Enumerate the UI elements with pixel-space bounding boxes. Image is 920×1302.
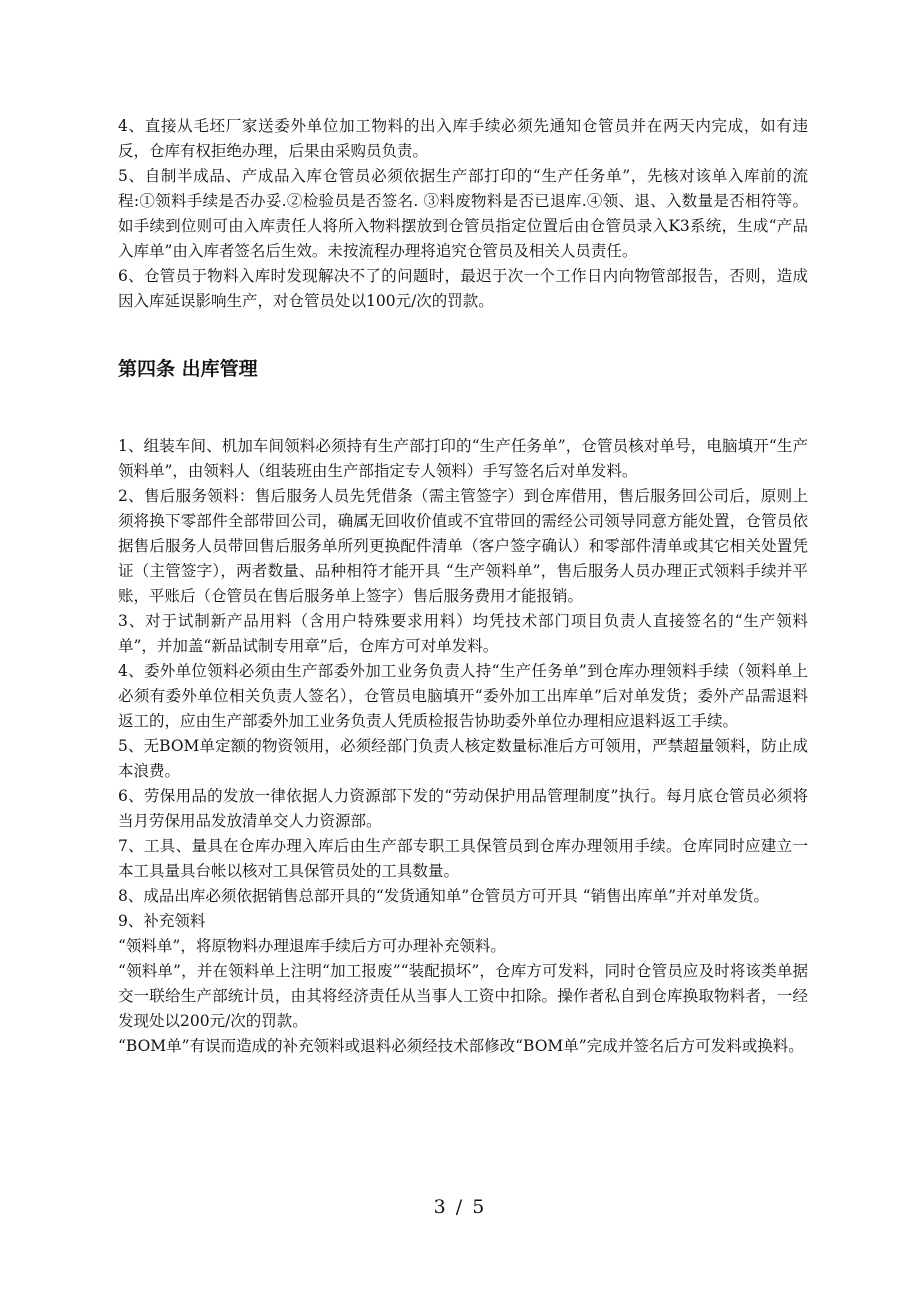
paragraph-4-outbound: 4、委外单位领料必须由生产部委外加工业务负责人持“生产任务单”到仓库办理领料手续（领料单上必须有委外单位相关负责人签名），仓管员电脑填开“委外加工出库单”后对单发货；委外产品需退料返工的，应由生产部委外加工业务负责人凭质检报告协助委外单位办理相应退料返工手续。 [118,662,808,730]
paragraph-supplement-a: “领料单”，将原物料办理退库手续后方可办理补充领料。 [118,937,506,955]
paragraph-3-outbound: 3、对于试制新产品用料（含用户特殊要求用料）均凭技术部门项目负责人直接签名的“生产领料单”，并加盖“新品试制专用章”后，仓库方可对单发料。 [118,612,808,655]
paragraph-7-outbound: 7、工具、量具在仓库办理入库后由生产部专职工具保管员到仓库办理领用手续。仓库同时应建立一本工具量具台帐以核对工具保管员处的工具数量。 [118,837,808,880]
paragraph-9-outbound: 9、补充领料 [118,912,206,930]
paragraph-5-outbound: 5、无BOM单定额的物资领用，必须经部门负责人核定数量标准后方可领用，严禁超量领料，防止成本浪费。 [118,737,808,780]
paragraph-5-inbound: 5、自制半成品、产成品入库仓管员必须依据生产部打印的“生产任务单”，先核对该单入库前的流程:①领料手续是否办妥.②检验员是否签名. ③料废物料是否已退库.④领、退、入数量是否相符等。如手续到位则可由入库责任人将所入物料摆放到仓管员指定位置后由仓管员录入K3系统，生成“产品入库单”由入库者签名后生效。未按流程办理将追究仓管员及相关人员责任。 [118,167,808,260]
section-heading: 第四条 出库管理 [118,358,258,380]
paragraph-supplement-b: “领料单”，并在领料单上注明“加工报废”“装配损坏”，仓库方可发料，同时仓管员应及时将该类单据交一联给生产部统计员，由其将经济责任从当事人工资中扣除。操作者私自到仓库换取物料者，一经发现处以200元/次的罚款。 [118,962,808,1030]
document-body [118,114,808,1059]
paragraph-2-outbound: 2、售后服务领料：售后服务人员先凭借条（需主管签字）到仓库借用，售后服务回公司后，原则上须将换下零部件全部带回公司，确属无回收价值或不宜带回的需经公司领导同意方能处置，仓管员依据售后服务人员带回售后服务单所列更换配件清单（客户签字确认）和零部件清单或其它相关处置凭证（主管签字），两者数量、品种相符才能开具 “生产领料单”，售后服务人员办理正式领料手续并平账，平账后（仓管员在售后服务单上签字）售后服务费用才能报销。 [118,487,808,605]
paragraph-8-outbound: 8、成品出库必须依据销售总部开具的“发货通知单”仓管员方可开具 “销售出库单”并对单发货。 [118,887,769,905]
paragraph-4-inbound: 4、直接从毛坯厂家送委外单位加工物料的出入库手续必须先通知仓管员并在两天内完成，如有违反，仓库有权拒绝办理，后果由采购员负责。 [118,117,808,160]
paragraph-6-inbound: 6、仓管员于物料入库时发现解决不了的问题时，最迟于次一个工作日内向物管部报告，否则，造成因入库延误影响生产，对仓管员处以100元/次的罚款。 [118,267,808,310]
paragraph-1-outbound: 1、组装车间、机加车间领料必须持有生产部打印的“生产任务单”，仓管员核对单号，电脑填开“生产领料单”，由领料人（组装班由生产部指定专人领料）手写签名后对单发料。 [118,437,808,480]
page-number: 3 / 5 [433,1196,487,1218]
paragraph-supplement-c: “BOM单”有误而造成的补充领料或退料必须经技术部修改“BOM单”完成并签名后方可发料或换料。 [118,1037,804,1055]
paragraph-6-outbound: 6、劳保用品的发放一律依据人力资源部下发的“劳动保护用品管理制度”执行。每月底仓管员必须将当月劳保用品发放清单交人力资源部。 [118,787,808,830]
